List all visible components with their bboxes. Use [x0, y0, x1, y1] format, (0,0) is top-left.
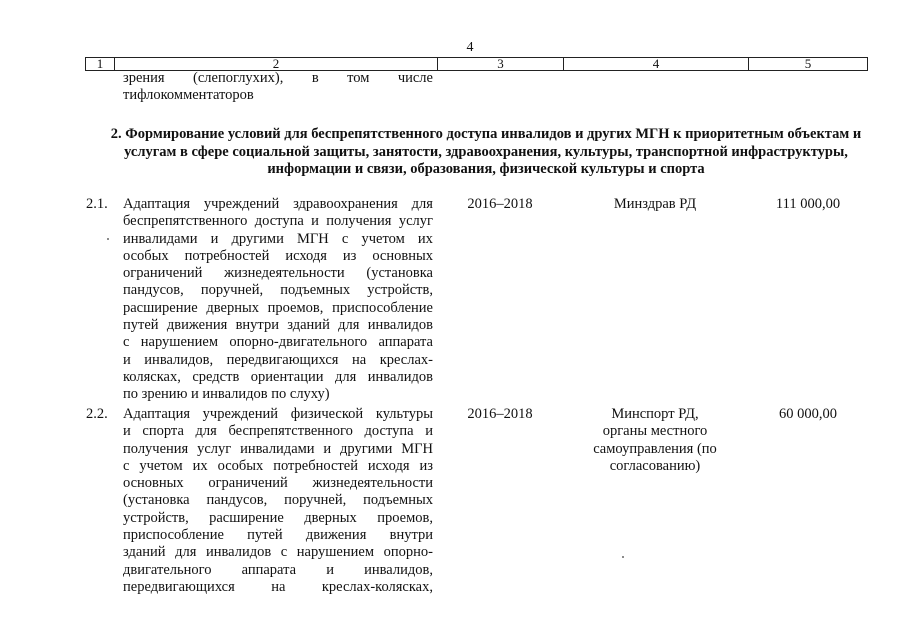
- word: нарушением: [140, 334, 219, 351]
- executor-line: самоуправления (по: [593, 440, 717, 457]
- word: беспрепятственного: [228, 423, 353, 440]
- word: получения: [123, 440, 189, 457]
- word: движения: [305, 527, 367, 544]
- word: пандусов,: [206, 492, 268, 509]
- word: для: [334, 368, 357, 385]
- description-line: [123, 423, 433, 440]
- word: физической: [290, 406, 364, 422]
- word: жизнедеятельности: [312, 475, 433, 492]
- word: и: [123, 423, 131, 440]
- description-line: [123, 579, 433, 596]
- word: передвигающихся: [123, 578, 235, 595]
- word: для: [195, 423, 217, 440]
- description-line: [123, 196, 433, 213]
- executor-line: органы местного: [602, 423, 708, 440]
- word: инвалидов,: [364, 561, 433, 578]
- header-column-5: 5: [804, 56, 812, 71]
- description-line: [123, 334, 433, 351]
- row-description: [123, 406, 433, 596]
- word: другими: [231, 230, 284, 247]
- word: их: [192, 457, 208, 474]
- word: учетом: [361, 230, 405, 247]
- word: подъемных: [280, 282, 351, 299]
- executor-line: согласованию): [609, 457, 701, 474]
- word: беспрепятственного: [123, 213, 248, 230]
- word: и: [323, 440, 332, 457]
- table-header-row: [85, 57, 868, 71]
- word: с: [280, 544, 288, 561]
- word: инвалидов: [367, 317, 433, 334]
- description-line: [123, 352, 433, 369]
- description-line: [123, 317, 433, 334]
- word: путей: [247, 527, 283, 544]
- row-amount: 60 000,00: [779, 406, 837, 422]
- word: (слепоглухих),: [193, 70, 284, 86]
- word: проемов,: [377, 509, 433, 526]
- word: и: [123, 351, 131, 368]
- word: зданий: [123, 544, 166, 561]
- word: культуры: [375, 406, 433, 422]
- word: инвалидов: [205, 544, 272, 561]
- word: и: [326, 561, 334, 578]
- word: поручней,: [200, 282, 264, 299]
- word: средств: [192, 368, 240, 385]
- description-line: [123, 282, 433, 299]
- word: на: [271, 578, 286, 595]
- word: с: [123, 334, 130, 351]
- description-line: [123, 406, 433, 423]
- word: опорно-: [383, 544, 433, 561]
- row-number: 2.1.: [86, 196, 108, 212]
- description-line: [123, 441, 433, 458]
- word: приспособление: [123, 527, 224, 544]
- word: том: [347, 70, 370, 86]
- word: потребностей: [273, 457, 358, 474]
- row-period: 2016–2018: [467, 406, 533, 422]
- description-line: [123, 492, 433, 509]
- row-amount: 111 000,00: [775, 196, 841, 212]
- executor-line: Минспорт РД,: [611, 406, 699, 422]
- word: приспособление: [332, 299, 433, 316]
- description-line: по зрению и инвалидов по слуху): [123, 386, 330, 403]
- word: ограничений: [123, 265, 203, 282]
- word: Адаптация: [123, 196, 190, 212]
- word: услуг: [197, 440, 232, 457]
- header-column-1: 1: [86, 58, 115, 70]
- word: (установка: [123, 492, 190, 509]
- word: двигательного: [123, 561, 212, 578]
- word: потребностей: [184, 247, 270, 264]
- word: инвалидов,: [144, 351, 214, 368]
- page-number: 4: [466, 40, 474, 55]
- word: передвигающихся: [226, 351, 339, 368]
- word: пандусов,: [123, 282, 184, 299]
- word: услуг: [398, 213, 433, 230]
- word: зданий: [287, 317, 330, 334]
- word: их: [417, 230, 433, 247]
- word: для: [175, 544, 197, 561]
- word: жизнедеятельности: [224, 265, 345, 282]
- scan-speck: [107, 238, 109, 240]
- word: инвалидами: [240, 440, 315, 457]
- header-column-3: 3: [438, 58, 564, 70]
- row-description: [123, 196, 433, 404]
- word: Адаптация: [123, 406, 190, 422]
- word: зрения: [123, 70, 165, 86]
- section-heading: 2. Формирование условий для беспрепятственного доступа инвалидов и других МГН к приоритетным объектам и услугам в сфере социальной защиты, занятости, здравоохранения, культуры, транспортной инфраструктуры, информации и связи, образования, физической культуры и спорта: [110, 126, 862, 177]
- word: внутри: [235, 317, 279, 334]
- word: спорта: [142, 423, 184, 440]
- word: особых: [217, 457, 264, 474]
- word: и: [210, 230, 219, 247]
- row-executor: Минздрав РД: [613, 196, 697, 212]
- description-line: [123, 213, 433, 230]
- scan-speck: [622, 556, 624, 558]
- continuation-line-1: [123, 70, 433, 87]
- word: устройств,: [367, 282, 433, 299]
- word: учреждений: [202, 406, 279, 422]
- header-column-4: 4: [564, 58, 749, 70]
- word: ограничений: [208, 475, 288, 492]
- description-line: [123, 231, 433, 248]
- word: МГН: [401, 440, 433, 457]
- word: инвалидов: [367, 368, 433, 385]
- word: креслах-колясках,: [321, 578, 433, 595]
- word: инвалидами: [123, 230, 198, 247]
- word: нарушением: [296, 544, 375, 561]
- word: с: [341, 230, 349, 247]
- word: и: [425, 423, 433, 440]
- continuation-line-2: тифлокомментаторов: [123, 87, 254, 103]
- word: учетом: [139, 457, 183, 474]
- word: устройств,: [123, 509, 189, 526]
- word: основных: [372, 247, 433, 264]
- word: и: [311, 213, 319, 230]
- row-executor: [575, 406, 735, 475]
- word: особых: [123, 247, 169, 264]
- word: расширение: [209, 509, 284, 526]
- word: основных: [123, 475, 184, 492]
- word: опорно-двигательного: [229, 334, 368, 351]
- word: движения: [166, 317, 228, 334]
- word: подъемных: [363, 492, 433, 509]
- word: доступа: [364, 423, 414, 440]
- word: внутри: [389, 527, 433, 544]
- word: другими: [340, 440, 393, 457]
- word: доступа: [254, 213, 304, 230]
- word: расширение: [123, 299, 198, 316]
- word: креслах-: [379, 351, 433, 368]
- word: учреждений: [203, 196, 280, 212]
- description-line: [123, 475, 433, 492]
- row-period: 2016–2018: [467, 196, 533, 212]
- word: ориентации: [250, 368, 324, 385]
- description-line: [123, 562, 433, 579]
- word: на: [351, 351, 367, 368]
- word: исходя: [367, 457, 410, 474]
- word: из: [342, 247, 357, 264]
- word: из: [419, 457, 433, 474]
- description-line: [123, 544, 433, 561]
- word: исходя: [285, 247, 327, 264]
- description-line: [123, 369, 433, 386]
- word: для: [338, 317, 360, 334]
- word: в: [311, 70, 319, 86]
- description-line: [123, 265, 433, 282]
- word: числе: [397, 70, 433, 86]
- description-line: [123, 300, 433, 317]
- word: колясках,: [123, 368, 181, 385]
- row-number: 2.2.: [86, 406, 108, 422]
- table-row: [85, 406, 866, 606]
- description-line: [123, 458, 433, 475]
- word: получения: [326, 213, 392, 230]
- word: для: [411, 196, 433, 212]
- word: аппарата: [378, 334, 433, 351]
- word: поручней,: [284, 492, 347, 509]
- description-line: [123, 510, 433, 527]
- header-column-2: 2: [115, 58, 438, 70]
- continuation-text: [123, 70, 433, 104]
- word: здравоохранения: [293, 196, 398, 212]
- description-line: [123, 248, 433, 265]
- word: (установка: [366, 265, 433, 282]
- word: аппарата: [241, 561, 297, 578]
- description-line: [123, 527, 433, 544]
- word: с: [123, 457, 130, 474]
- word: дверных: [304, 509, 357, 526]
- table-row: [85, 196, 866, 403]
- word: проемов,: [267, 299, 324, 316]
- word: путей: [123, 317, 159, 334]
- word: МГН: [297, 230, 329, 247]
- word: дверных: [206, 299, 259, 316]
